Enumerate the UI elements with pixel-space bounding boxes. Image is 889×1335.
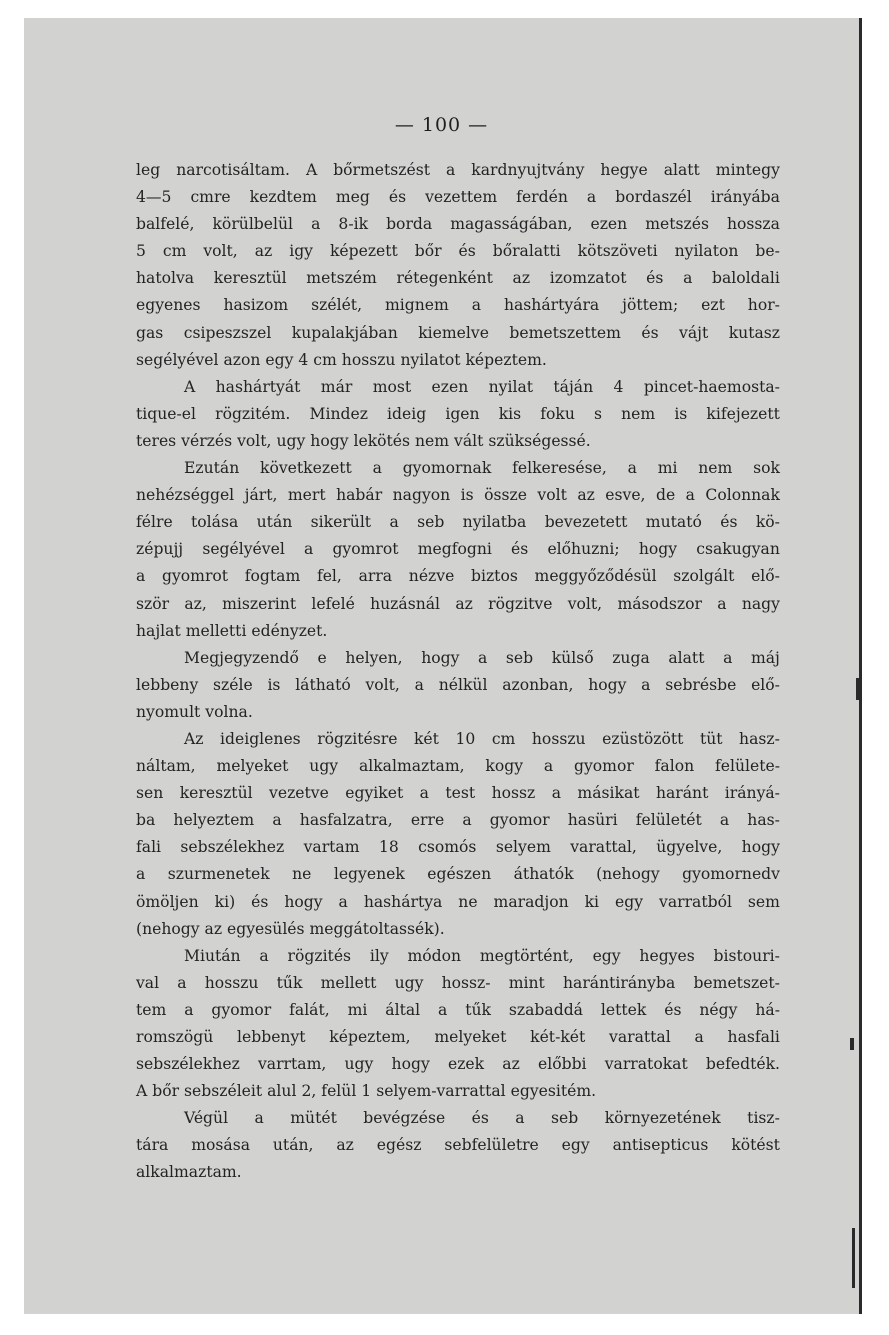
book-page (24, 18, 862, 1314)
text-line: lebbeny széle is látható volt, a nélkül azonban, hogy a sebrésbe elő- (136, 675, 780, 694)
text-line: tique-el rögzitém. Mindez ideig igen kis foku s nem is kifejezett (136, 404, 780, 423)
text-line: Ezután következett a gyomornak felkeresése, a mi nem sok (184, 459, 780, 478)
text-line: balfelé, körülbelül a 8-ik borda magasságában, ezen metszés hossza (136, 215, 780, 234)
text-line: Az ideiglenes rögzitésre két 10 cm hosszu ezüstözött tüt hasz- (184, 729, 780, 748)
text-line: ba helyeztem a hasfalzatra, erre a gyomor hasüri felületét a has- (136, 811, 780, 830)
binding-edge-mark (856, 678, 859, 700)
text-line: tára mosása után, az egész sebfelületre egy antisepticus kötést (136, 1136, 780, 1155)
text-line: (nehogy az egyesülés meggátoltassék). (136, 919, 445, 938)
text-line: alkalmaztam. (136, 1163, 242, 1182)
text-line: sen keresztül vezetve egyiket a test hossz a másikat haránt irányá- (136, 784, 780, 803)
text-line: teres vérzés volt, ugy hogy lekötés nem vált szükségessé. (136, 431, 591, 450)
text-line: sebszélekhez varrtam, ugy hogy ezek az előbbi varratokat befedték. (136, 1055, 780, 1074)
text-line: val a hosszu tűk mellett ugy hossz- mint harántirányba bemetszet- (136, 973, 780, 992)
text-line: ször az, miszerint lefelé huzásnál az rögzitve volt, másodszor a nagy (136, 594, 780, 613)
text-line: fali sebszélekhez vartam 18 csomós selyem varattal, ügyelve, hogy (136, 838, 780, 857)
text-line: tem a gyomor falát, mi által a tűk szabaddá lettek és négy há- (136, 1000, 780, 1019)
text-line: Végül a mütét bevégzése és a seb környezetének tisz- (184, 1109, 780, 1128)
text-line: A bőr sebszéleit alul 2, felül 1 selyem-varrattal egyesitém. (136, 1082, 597, 1101)
binding-edge-mark (850, 1038, 854, 1050)
text-line: 4—5 cmre kezdtem meg és vezettem ferdén a bordaszél irányába (136, 188, 780, 207)
page-number: — 100 — (394, 114, 489, 136)
body-text (136, 157, 780, 1187)
text-line: gas csipeszszel kupalakjában kiemelve bemetszettem és vájt kutasz (136, 323, 780, 342)
binding-edge-mark (852, 1228, 855, 1288)
text-line: a gyomrot fogtam fel, arra nézve biztos meggyőződésül szolgált elő- (136, 567, 780, 586)
text-line: ömöljen ki) és hogy a hashártya ne maradjon ki egy varratból sem (136, 892, 780, 911)
text-line: náltam, melyeket ugy alkalmaztam, kogy a gyomor falon felülete- (136, 757, 780, 776)
text-line: nyomult volna. (136, 702, 253, 721)
text-line: Megjegyzendő e helyen, hogy a seb külső zuga alatt a máj (184, 648, 780, 667)
text-line: zépujj segélyével a gyomrot megfogni és előhuzni; hogy csakugyan (136, 540, 780, 559)
text-line: leg narcotisáltam. A bőrmetszést a kardnyujtvány hegye alatt mintegy (136, 161, 780, 179)
text-line: egyenes hasizom szélét, mignem a hashártyára jöttem; ezt hor- (136, 296, 780, 315)
text-line: 5 cm volt, az igy képezett bőr és bőralatti kötszöveti nyilaton be- (136, 242, 780, 261)
text-line: Miután a rögzités ily módon megtörtént, egy hegyes bistouri- (184, 946, 780, 965)
text-line: a szurmenetek ne legyenek egészen áthatók (nehogy gyomornedv (136, 865, 780, 884)
text-line: hajlat melletti edényzet. (136, 621, 328, 640)
text-line: nehézséggel járt, mert habár nagyon is össze volt az esve, de a Colonnak (136, 486, 780, 505)
text-line: félre tolása után sikerült a seb nyilatba bevezetett mutató és kö- (136, 513, 780, 532)
text-line: segélyével azon egy 4 cm hosszu nyilatot képeztem. (136, 350, 547, 369)
text-line: romszögü lebbenyt képeztem, melyeket két-két varattal a hasfali (136, 1028, 780, 1046)
text-line: hatolva keresztül metszém rétegenként az izomzatot és a baloldali (136, 269, 780, 288)
text-line: A hashártyát már most ezen nyilat táján 4 pincet-haemosta- (184, 377, 780, 396)
